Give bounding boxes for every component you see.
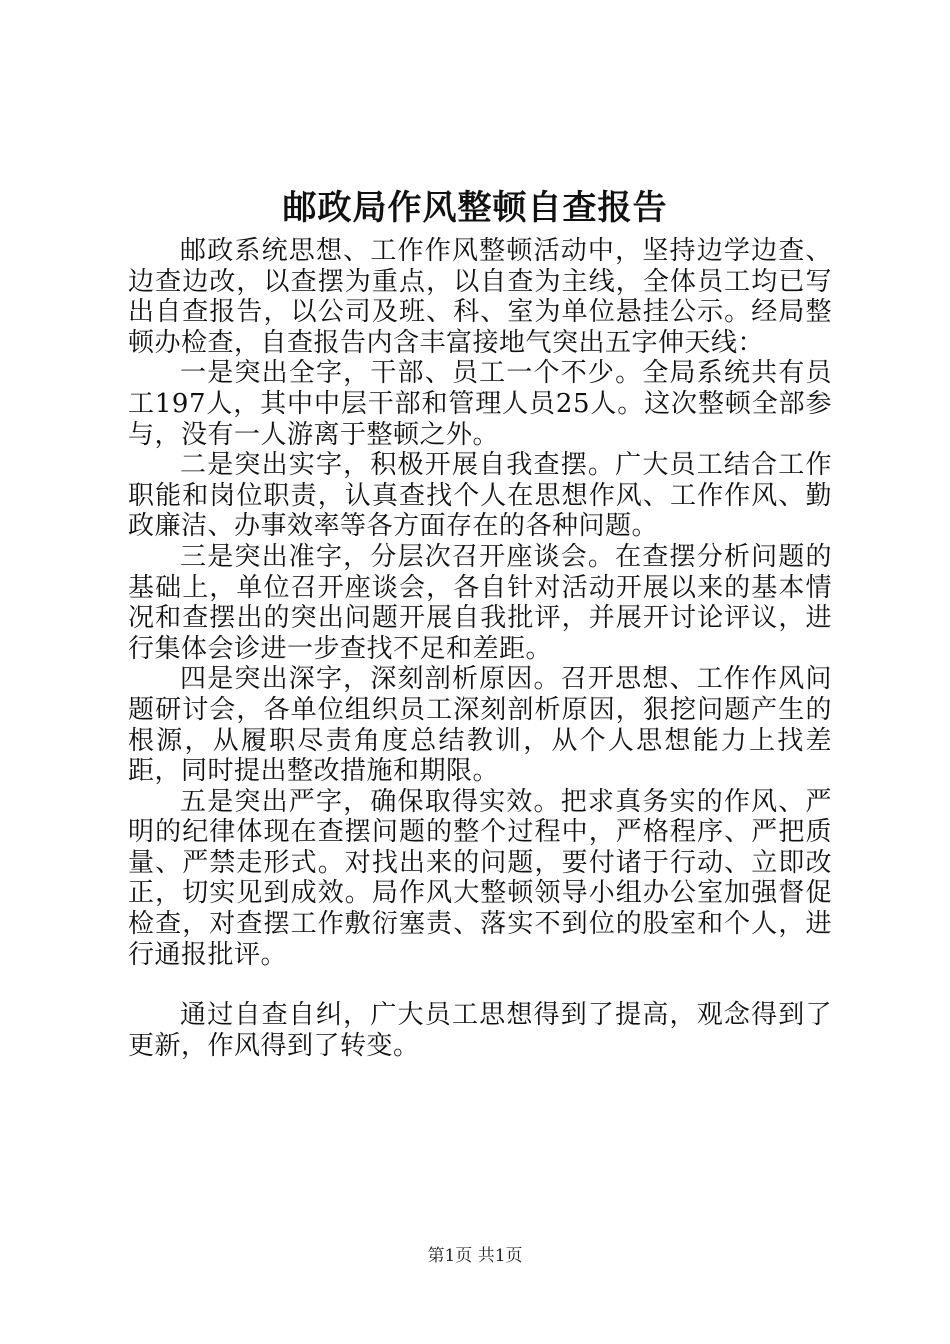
paragraph-point-5: 五是突出严字，确保取得实效。把求真务实的作风、严明的纪律体现在查摆问题的整个过程中，严格程序、严把质量、严禁走形式。对找出来的问题，要付诸于行动、立即改正，切实见到成效。局作风大整顿领导小组办公室加强督促检查，对查摆工作敷衍塞责、落实不到位的股室和个人，进行通报批评。 <box>128 786 832 970</box>
paragraph-point-2: 二是突出实字，积极开展自我查摆。广大员工结合工作职能和岗位职责，认真查找个人在思想作风、工作作风、勤政廉洁、办事效率等各方面存在的各种问题。 <box>128 450 832 542</box>
page-footer: 第1页 共1页 <box>427 1246 523 1266</box>
paragraph-point-3: 三是突出准字，分层次召开座谈会。在查摆分析问题的基础上，单位召开座谈会，各自针对活动开展以来的基本情况和查摆出的突出问题开展自我批评，并展开讨论评议，进行集体会诊进一步查找不足和差距。 <box>128 541 832 664</box>
paragraph-conclusion: 通过自查自纠，广大员工思想得到了提高，观念得到了更新，作风得到了转变。 <box>128 1000 832 1061</box>
paragraph-intro: 邮政系统思想、工作作风整顿活动中，坚持边学边查、边查边改，以查摆为重点，以自查为主线，全体员工均已写出自查报告，以公司及班、科、室为单位悬挂公示。经局整顿办检查，自查报告内含丰富接地气突出五字伸天线： <box>128 236 832 358</box>
document-title: 邮政局作风整顿自查报告 <box>282 188 668 228</box>
document-body <box>128 236 832 1061</box>
paragraph-point-1: 一是突出全字，干部、员工一个不少。全局系统共有员工197人，其中中层干部和管理人员25人。这次整顿全部参与，没有一人游离于整顿之外。 <box>128 358 832 450</box>
paragraph-point-4: 四是突出深字，深刻剖析原因。召开思想、工作作风问题研讨会，各单位组织员工深刻剖析原因，狠挖问题产生的根源，从履职尽责角度总结教训，从个人思想能力上找差距，同时提出整改措施和期限。 <box>128 664 832 787</box>
